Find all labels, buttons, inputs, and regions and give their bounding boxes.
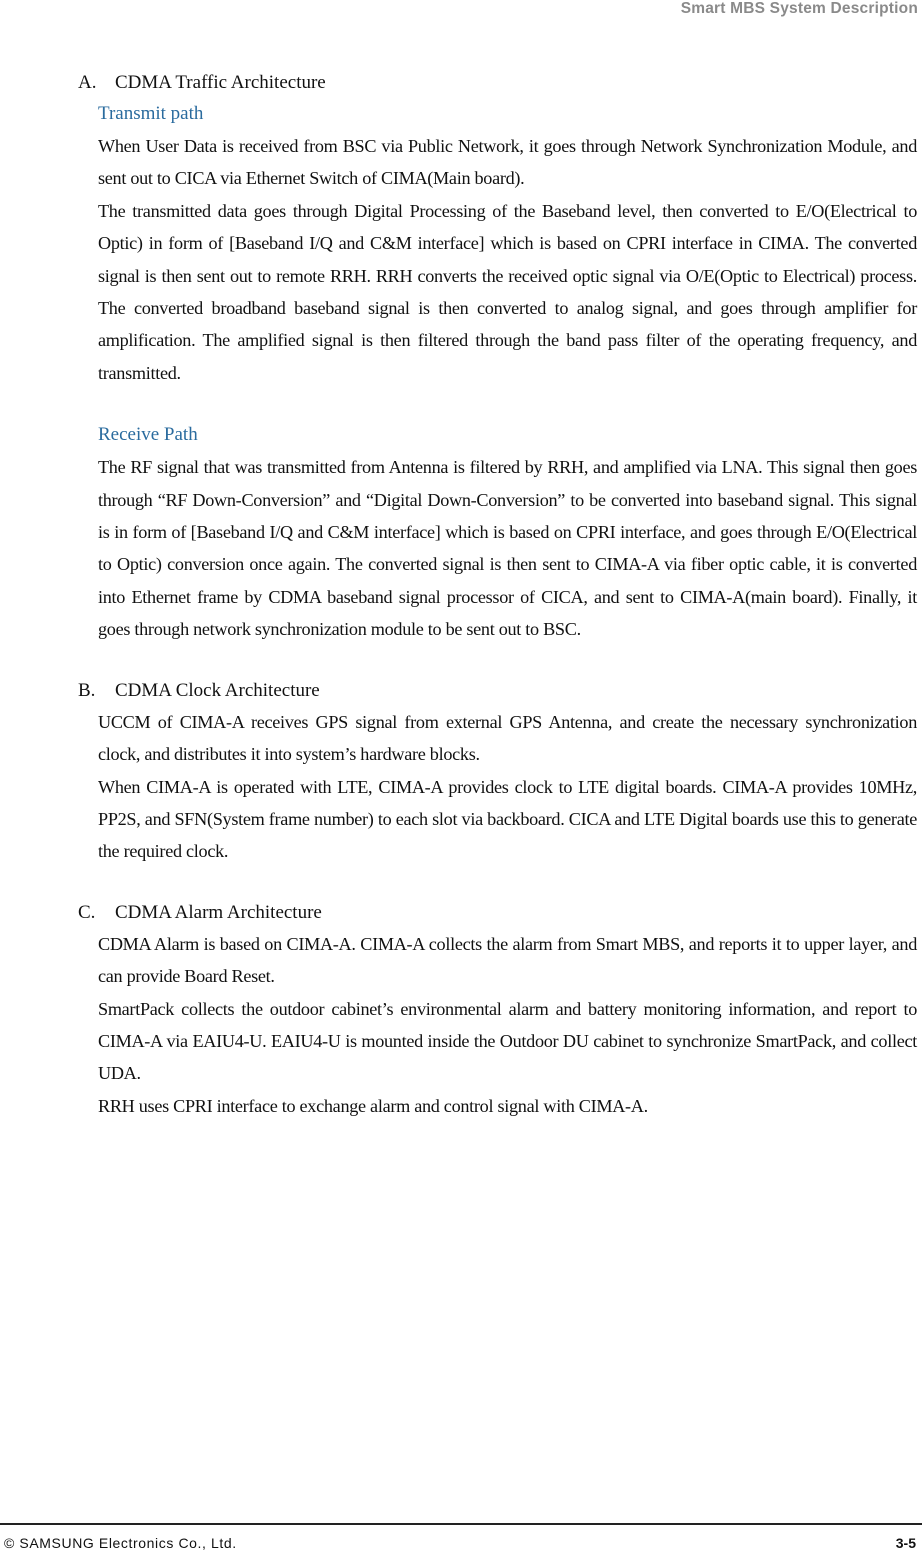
transmit-path-heading: Transmit path (98, 103, 204, 124)
alarm-paragraph-1: CDMA Alarm is based on CIMA-A. CIMA-A collects the alarm from Smart MBS, and reports it to upper layer, and can provide Board Reset. (98, 933, 917, 987)
transmit-paragraph-1: When User Data is received from BSC via Public Network, it goes through Network Synchronization Module, and sent out to CICA via Ethernet Switch of CIMA(Main board). (98, 136, 917, 189)
running-header-title: Smart MBS System Description (680, 0, 918, 17)
section-a-title: CDMA Traffic Architecture (115, 72, 326, 93)
section-c-title: CDMA Alarm Architecture (115, 901, 322, 923)
section-b-title: CDMA Clock Architecture (115, 679, 320, 701)
receive-path-heading: Receive Path (98, 424, 198, 446)
alarm-paragraph-2: SmartPack collects the outdoor cabinet’s environmental alarm and battery monitoring information, and report to CIMA-A via EAIU4-U. EAIU4-U is mounted inside the Outdoor DU cabinet to synchronize SmartPack, and collect UDA. (98, 998, 917, 1084)
footer-divider (0, 1523, 922, 1525)
document-body (0, 68, 922, 1122)
footer-copyright: © SAMSUNG Electronics Co., Ltd. (4, 1535, 237, 1551)
section-a-heading (78, 68, 922, 98)
alarm-paragraph-3: RRH uses CPRI interface to exchange alarm and control signal with CIMA-A. (98, 1095, 648, 1116)
clock-paragraph-1: UCCM of CIMA-A receives GPS signal from external GPS Antenna, and create the necessary synchronization clock, and distributes it into system’s hardware blocks. (98, 711, 917, 765)
clock-paragraph-2: When CIMA-A is operated with LTE, CIMA-A provides clock to LTE digital boards. CIMA-A provides 10MHz, PP2S, and SFN(System frame number) to each slot via backboard. CICA and LTE Digital boards use this to generate the required clock. (98, 776, 917, 862)
section-b-letter: B. (78, 679, 96, 701)
section-b-heading (78, 676, 922, 706)
section-a-letter: A. (78, 72, 97, 93)
transmit-paragraph-2: The transmitted data goes through Digital Processing of the Baseband level, then converted to E/O(Electrical to Optic) in form of [Baseband I/Q and C&M interface] which is based on CPRI interface in CIMA. The converted signal is then sent out to remote RRH. RRH converts the received optic signal via O/E(Optic to Electrical) process. The converted broadband baseband signal is then converted to analog signal, and goes through amplifier for amplification. The amplified signal is then filtered through the band pass filter of the operating frequency, and transmitted. (98, 200, 917, 383)
section-c-letter: C. (78, 901, 96, 923)
footer-page-number: 3-5 (895, 1535, 916, 1551)
section-c-heading (78, 898, 922, 928)
receive-paragraph-1: The RF signal that was transmitted from Antenna is filtered by RRH, and amplified via LNA. This signal then goes through “RF Down-Conversion” and “Digital Down-Conversion” to be converted into baseband signal. This signal is in form of [Baseband I/Q and C&M interface] which is based on CPRI interface, and goes through E/O(Electrical to Optic) conversion once again. The converted signal is then sent to CIMA-A via fiber optic cable, it is converted into Ethernet frame by CDMA baseband signal processor of CICA, and sent to CIMA-A(main board). Finally, it goes through network synchronization module to be sent out to BSC. (98, 457, 917, 640)
